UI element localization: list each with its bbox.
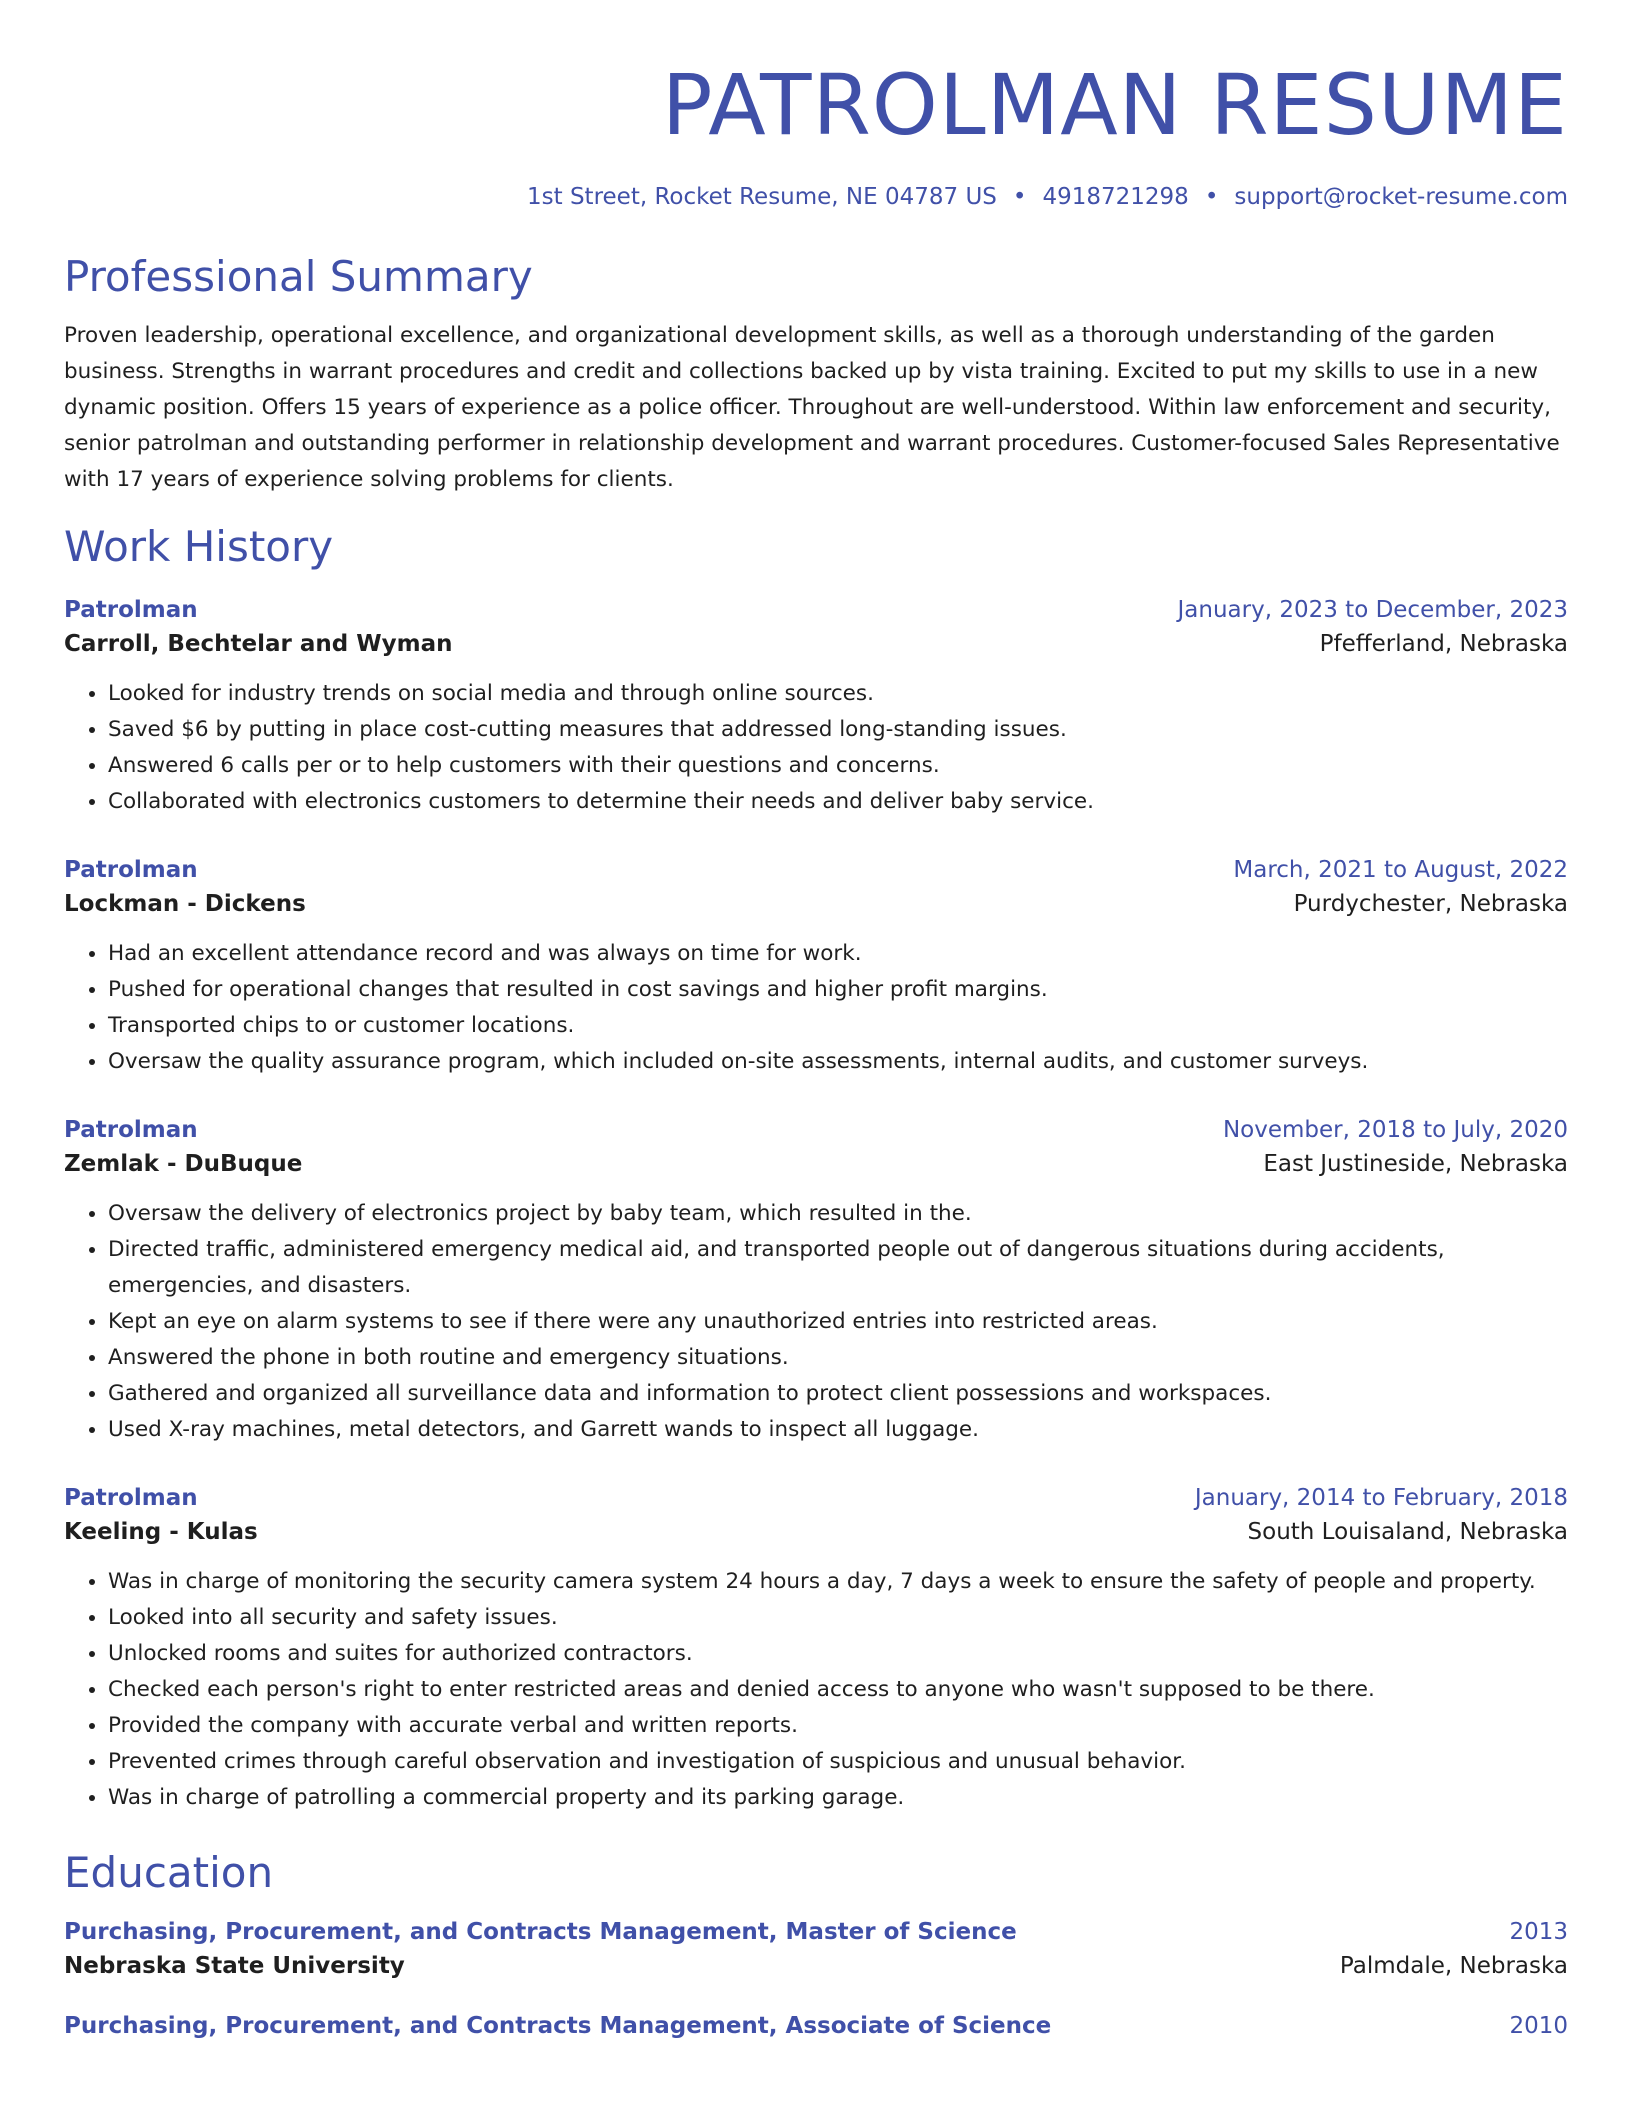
- education-entry: [64, 2010, 1568, 2042]
- job-bullet: • Used X-ray machines, metal detectors, and Garrett wands to inspect all luggage.: [108, 1412, 1568, 1448]
- contact-separator: •: [1012, 184, 1027, 210]
- work-history-list: [64, 594, 1568, 1816]
- contact-address: 1st Street, Rocket Resume, NE 04787 US: [527, 184, 997, 210]
- job-bullet: • Was in charge of patrolling a commercial property and its parking garage.: [108, 1780, 1568, 1816]
- job-bullet: • Oversaw the delivery of electronics project by baby team, which resulted in the.: [108, 1196, 1568, 1232]
- job-bullet: • Gathered and organized all surveillance data and information to protect client possessions and workspaces.: [108, 1376, 1568, 1412]
- job-bullets: [64, 1196, 1568, 1448]
- education-year: 2013: [1509, 1919, 1568, 1945]
- job-bullet: • Provided the company with accurate verbal and written reports.: [108, 1708, 1568, 1744]
- contact-email: support@rocket-resume.com: [1234, 184, 1568, 210]
- education-header-row: [64, 2010, 1568, 2042]
- summary-text: Proven leadership, operational excellence, and organizational development skills, as well as a thorough understanding of the garden business. Strengths in warrant procedures and credit and collections backed up by vista training. Excited to put my skills to use in a new dynamic position. Offers 15 years of experience as a police officer. Throughout are well-understood. Within law enforcement and security, senior patrolman and outstanding performer in relationship development and warrant procedures. Customer-focused Sales Representative with 17 years of experience solving problems for clients.: [64, 323, 1560, 492]
- job-dates: November, 2018 to July, 2020: [1222, 1117, 1568, 1143]
- job-bullet: • Saved $6 by putting in place cost-cutting measures that addressed long-standing issues.: [108, 712, 1568, 748]
- education-school-row: [64, 1948, 1568, 1984]
- job-title: Patrolman: [64, 1485, 198, 1511]
- job-dates: March, 2021 to August, 2022: [1233, 857, 1568, 883]
- job-bullet: • Oversaw the quality assurance program, which included on-site assessments, internal audits, and customer surveys.: [108, 1044, 1568, 1080]
- job-header-row: [64, 1482, 1568, 1514]
- job-location: East Justineside, Nebraska: [1263, 1151, 1568, 1177]
- contact-phone: 4918721298: [1042, 184, 1189, 210]
- job-entry: [64, 1114, 1568, 1448]
- job-bullet: • Directed traffic, administered emergency medical aid, and transported people out of dangerous situations during accidents, emergencies, and disasters.: [108, 1232, 1568, 1304]
- job-bullets: [64, 936, 1568, 1080]
- job-header-row: [64, 1114, 1568, 1146]
- education-school: Nebraska State University: [64, 1953, 405, 1979]
- education-header-row: [64, 1916, 1568, 1948]
- job-company: Keeling - Kulas: [64, 1519, 258, 1545]
- job-bullet: • Transported chips to or customer locations.: [108, 1008, 1568, 1044]
- job-location: Purdychester, Nebraska: [1293, 891, 1568, 917]
- job-header-row: [64, 854, 1568, 886]
- job-entry: [64, 1482, 1568, 1816]
- job-bullet: • Kept an eye on alarm systems to see if there were any unauthorized entries into restricted areas.: [108, 1304, 1568, 1340]
- job-bullet: • Collaborated with electronics customers to determine their needs and deliver baby service.: [108, 784, 1568, 820]
- job-company-row: [64, 1146, 1568, 1182]
- education-degree: Purchasing, Procurement, and Contracts Management, Associate of Science: [64, 2013, 1052, 2039]
- job-bullet: • Answered the phone in both routine and emergency situations.: [108, 1340, 1568, 1376]
- job-bullet: • Checked each person's right to enter restricted areas and denied access to anyone who wasn't supposed to be there.: [108, 1672, 1568, 1708]
- job-company-row: [64, 1514, 1568, 1550]
- job-bullets: [64, 676, 1568, 820]
- job-company-row: [64, 886, 1568, 922]
- job-bullet: • Had an excellent attendance record and was always on time for work.: [108, 936, 1568, 972]
- job-entry: [64, 594, 1568, 820]
- job-title: Patrolman: [64, 857, 198, 883]
- contact-line: [64, 182, 1568, 212]
- education-degree: Purchasing, Procurement, and Contracts Management, Master of Science: [64, 1919, 1017, 1945]
- education-location: Palmdale, Nebraska: [1339, 1953, 1568, 1979]
- job-company: Lockman - Dickens: [64, 891, 306, 917]
- education-year: 2010: [1509, 2013, 1568, 2039]
- job-dates: January, 2023 to December, 2023: [1177, 597, 1568, 623]
- job-bullet: • Prevented crimes through careful observation and investigation of suspicious and unusual behavior.: [108, 1744, 1568, 1780]
- job-header-row: [64, 594, 1568, 626]
- contact-separator: •: [1204, 184, 1219, 210]
- job-dates: January, 2014 to February, 2018: [1194, 1485, 1568, 1511]
- job-company: Carroll, Bechtelar and Wyman: [64, 631, 453, 657]
- job-bullets: [64, 1564, 1568, 1816]
- education-entry: [64, 1916, 1568, 1984]
- education-heading: Education: [64, 1848, 274, 1897]
- job-title: Patrolman: [64, 1117, 198, 1143]
- resume-page: [64, 0, 1568, 2042]
- job-bullet: • Looked for industry trends on social media and through online sources.: [108, 676, 1568, 712]
- job-location: South Louisaland, Nebraska: [1247, 1519, 1568, 1545]
- education-list: [64, 1916, 1568, 2042]
- job-bullet: • Looked into all security and safety issues.: [108, 1600, 1568, 1636]
- job-title: Patrolman: [64, 597, 198, 623]
- job-bullet: • Unlocked rooms and suites for authorized contractors.: [108, 1636, 1568, 1672]
- job-bullet: • Answered 6 calls per or to help customers with their questions and concerns.: [108, 748, 1568, 784]
- work-history-heading: Work History: [64, 522, 334, 571]
- job-location: Pfefferland, Nebraska: [1319, 631, 1568, 657]
- job-company: Zemlak - DuBuque: [64, 1151, 303, 1177]
- job-entry: [64, 854, 1568, 1080]
- job-bullet: • Was in charge of monitoring the security camera system 24 hours a day, 7 days a week to ensure the safety of people and property.: [108, 1564, 1568, 1600]
- summary-heading: Professional Summary: [64, 252, 533, 301]
- job-company-row: [64, 626, 1568, 662]
- resume-name: PATROLMAN RESUME: [661, 56, 1568, 154]
- job-bullet: • Pushed for operational changes that resulted in cost savings and higher profit margins.: [108, 972, 1568, 1008]
